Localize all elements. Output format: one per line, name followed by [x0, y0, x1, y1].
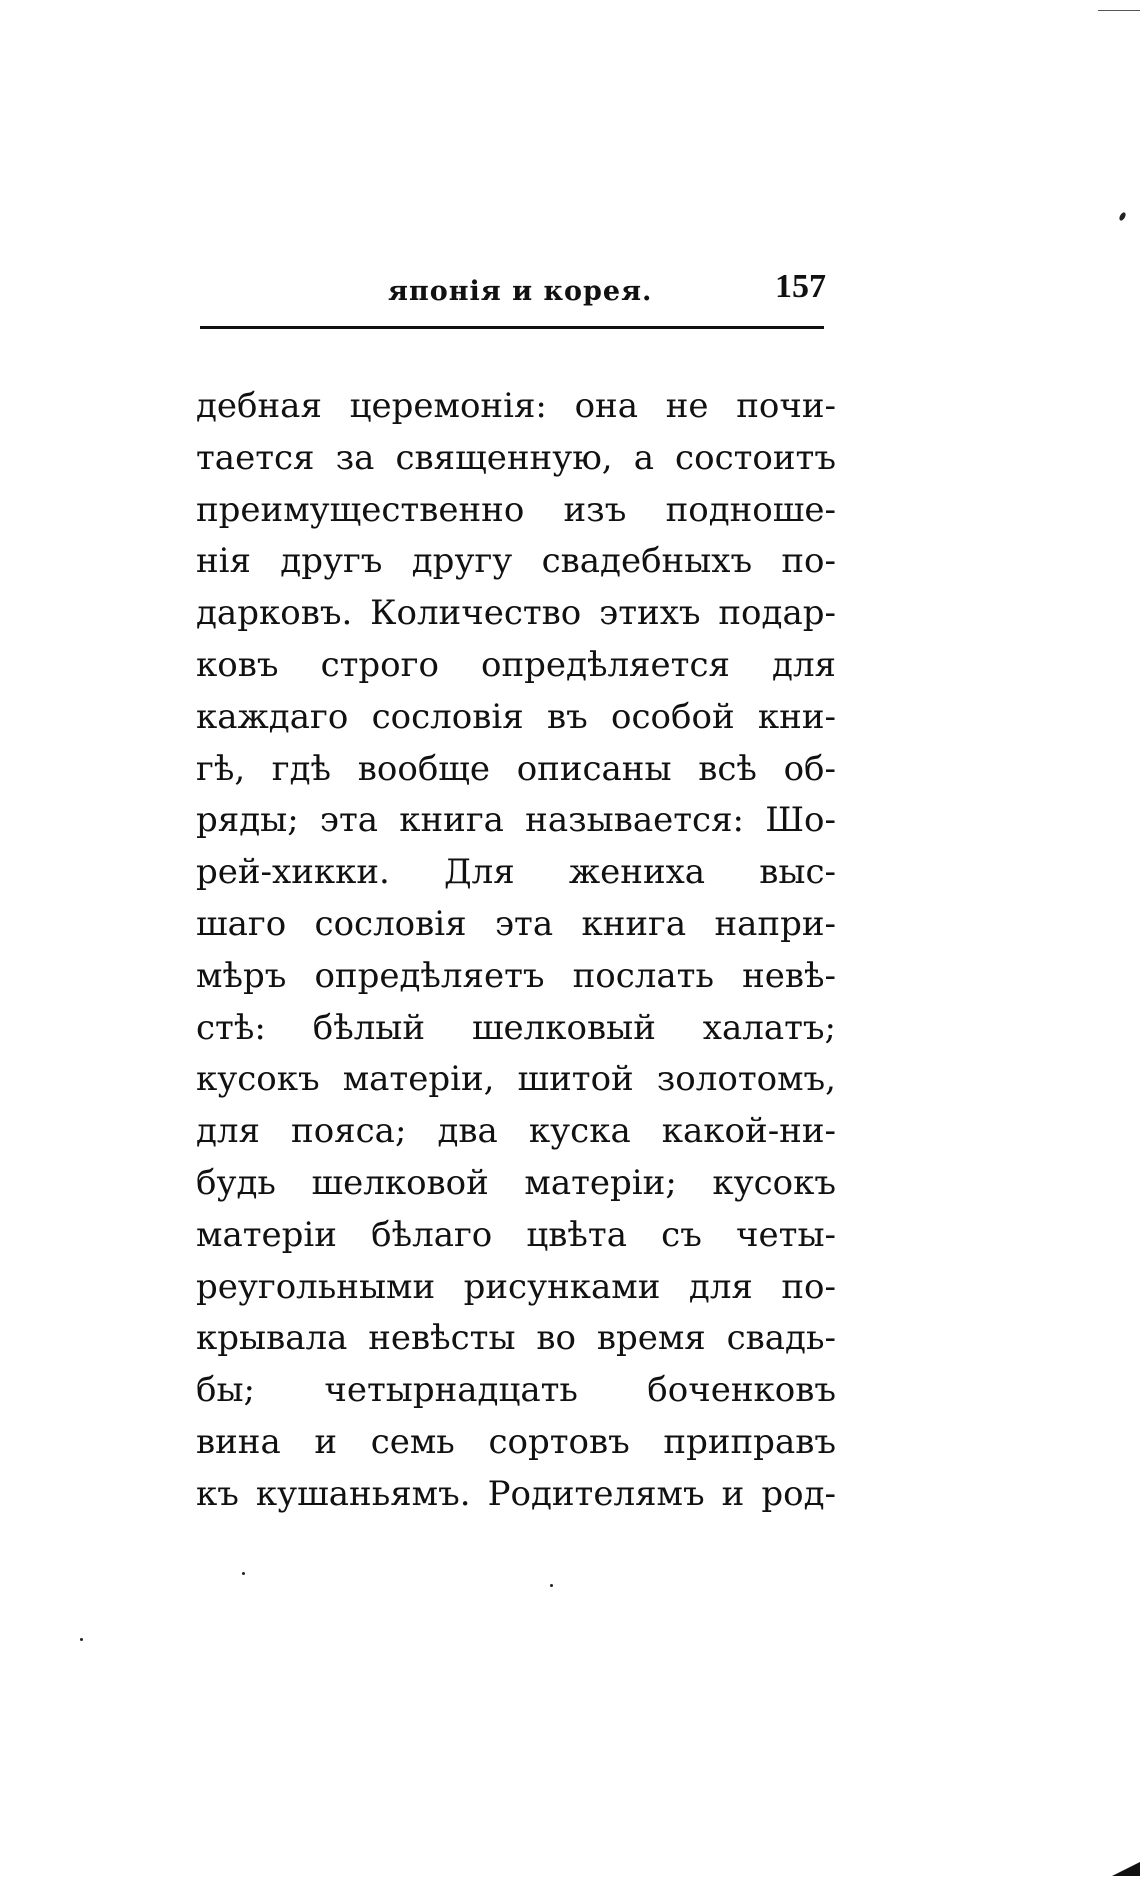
text-line: вина и семь сортовъ приправъ: [196, 1421, 836, 1462]
text-line: нія другъ другу свадебныхъ по-: [196, 541, 836, 582]
text-line: преимущественно изъ подноше-: [196, 489, 836, 530]
text-line: шаго сословія эта книга напри-: [196, 903, 836, 944]
running-head: японія и корея.: [388, 276, 653, 307]
ink-speck: [1118, 211, 1127, 221]
scan-edge-line: [1098, 10, 1140, 11]
text-line: крывала невѣсты во время свадь-: [196, 1318, 836, 1359]
text-line: ковъ строго опредѣляется для: [196, 644, 836, 685]
text-line: каждаго сословія въ особой кни-: [196, 696, 836, 737]
text-line: кусокъ матеріи, шитой золотомъ,: [196, 1059, 836, 1100]
text-line: бы; четырнадцать боченковъ: [196, 1370, 836, 1411]
text-line: рей-хикки. Для жениха выс-: [196, 852, 836, 893]
scan-corner-mark: [1112, 1862, 1140, 1876]
text-line: будь шелковой матеріи; кусокъ: [196, 1162, 836, 1203]
text-line: гѣ, гдѣ вообще описаны всѣ об-: [196, 748, 836, 789]
text-line: къ кушаньямъ. Родителямъ и род-: [196, 1473, 836, 1514]
text-line: реугольными рисунками для по-: [196, 1266, 836, 1307]
ink-speck: [550, 1584, 553, 1587]
text-line: стѣ: бѣлый шелковый халатъ;: [196, 1007, 836, 1048]
text-line: для пояса; два куска какой-ни-: [196, 1111, 836, 1152]
body-text: [196, 381, 836, 1521]
header-rule: [200, 326, 824, 329]
text-line: ряды; эта книга называется: Шо-: [196, 800, 836, 841]
page-header: [200, 262, 830, 318]
ink-speck: [80, 1638, 83, 1641]
text-line: матеріи бѣлаго цвѣта съ четы-: [196, 1214, 836, 1255]
text-line: мѣръ опредѣляетъ послать невѣ-: [196, 955, 836, 996]
text-line: дарковъ. Количество этихъ подар-: [196, 593, 836, 634]
page-number: 157: [775, 268, 826, 305]
ink-speck: [242, 1572, 245, 1575]
text-line: тается за священную, а состоитъ: [196, 437, 836, 478]
text-line: дебная церемонія: она не почи-: [196, 386, 836, 426]
